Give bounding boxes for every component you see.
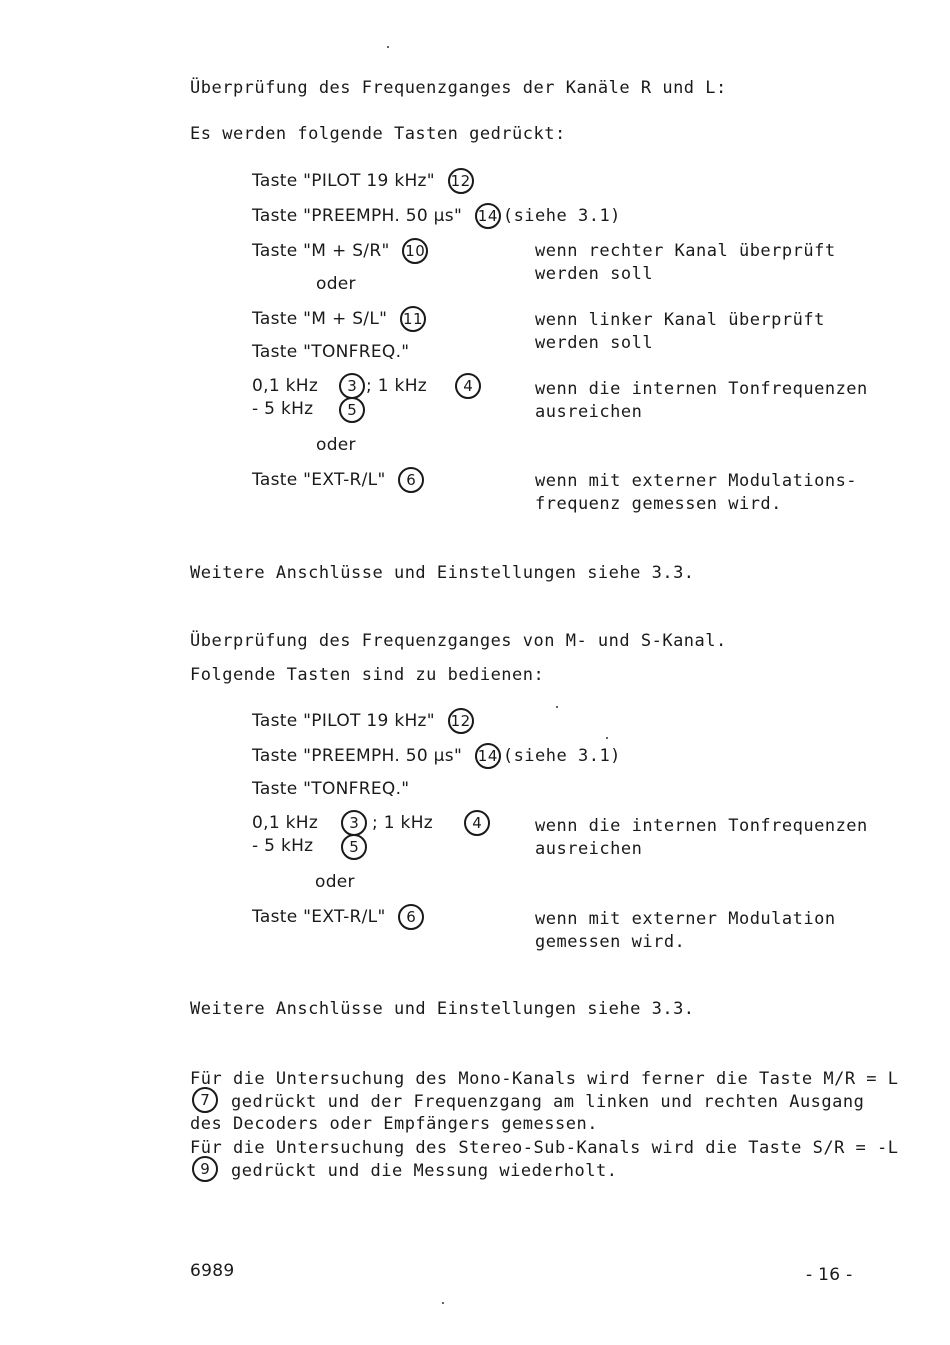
key-pilot-label: Taste "PILOT 19 kHz" [252,711,435,731]
scan-speck [442,1302,444,1304]
condition-external-line2: gemessen wird. [535,932,686,952]
freq-5-khz: - 5 kHz [252,836,314,856]
key-tonfreq-label: Taste "TONFREQ." [252,779,410,799]
key-ms-r-label: Taste "M + S/R" [252,241,390,261]
key-ext-row [252,904,426,930]
freq-1-khz: ; 1 kHz [366,376,428,396]
mono-paragraph-line3: des Decoders oder Empfängers gemessen. [190,1114,598,1134]
key-number-circle: 10 [402,238,428,264]
condition-internal-line2: ausreichen [535,839,643,859]
key-number-circle: 6 [398,904,424,930]
stereo-paragraph-line2: gedrückt und die Messung wiederholt. [231,1161,618,1181]
intro-text-1: Es werden folgende Tasten gedrückt: [190,124,566,144]
key-number-circle: 6 [398,467,424,493]
reference-note: (siehe 3.1) [502,746,621,766]
key-ext-label: Taste "EXT-R/L" [252,907,386,927]
key-number-circle: 12 [448,708,474,734]
oder-label: oder [316,435,356,455]
reference-note: (siehe 3.1) [502,206,621,226]
stereo-paragraph-line1: Für die Untersuchung des Stereo-Sub-Kanals wird die Taste S/R = -L [190,1138,899,1158]
condition-right-line1: wenn rechter Kanal überprüft [535,241,836,261]
key-ext-label: Taste "EXT-R/L" [252,470,386,490]
mono-paragraph-line1: Für die Untersuchung des Mono-Kanals wird ferner die Taste M/R = L [190,1069,899,1089]
oder-label: oder [315,872,355,892]
key-number-circle: 3 [341,810,367,836]
key-preemph-row [252,743,621,769]
key-pilot-row [252,168,476,194]
key-tonfreq-label: Taste "TONFREQ." [252,342,410,362]
condition-external-line1: wenn mit externer Modulations- [535,471,858,491]
key-ext-row [252,467,426,493]
freq-1-khz: ; 1 kHz [372,813,434,833]
condition-internal-line2: ausreichen [535,402,643,422]
key-number-circle: 12 [448,168,474,194]
key-ms-l-label: Taste "M + S/L" [252,309,388,329]
key-number-circle: 14 [475,743,501,769]
key-pilot-row [252,708,476,734]
key-number-circle: 5 [341,834,367,860]
key-ms-l-row [252,306,428,332]
intro-text-2: Folgende Tasten sind zu bedienen: [190,665,545,685]
key-number-circle: 4 [464,810,490,836]
heading-channels-r-l: Überprüfung des Frequenzganges der Kanäle R und L: [190,78,727,98]
scan-speck [387,46,389,48]
scan-speck [606,737,608,739]
further-settings-2: Weitere Anschlüsse und Einstellungen siehe 3.3. [190,999,695,1019]
oder-label: oder [316,274,356,294]
condition-left-line1: wenn linker Kanal überprüft [535,310,825,330]
condition-internal-line1: wenn die internen Tonfrequenzen [535,379,868,399]
key-number-circle: 7 [192,1087,218,1113]
scan-speck [556,706,558,708]
heading-channels-m-s: Überprüfung des Frequenzganges von M- und S-Kanal. [190,631,727,651]
key-number-circle: 5 [339,397,365,423]
mono-paragraph-line2: gedrückt und der Frequenzgang am linken und rechten Ausgang [231,1092,865,1112]
key-number-circle: 3 [339,373,365,399]
key-number-circle: 4 [455,373,481,399]
key-number-circle: 11 [400,306,426,332]
freq-5-khz: - 5 kHz [252,399,314,419]
key-pilot-label: Taste "PILOT 19 kHz" [252,171,435,191]
key-number-circle: 9 [192,1156,218,1182]
key-number-circle: 14 [475,203,501,229]
freq-0-1-khz: 0,1 kHz [252,376,319,396]
condition-external-line1: wenn mit externer Modulation [535,909,836,929]
key-preemph-label: Taste "PREEMPH. 50 µs" [252,746,463,766]
key-preemph-label: Taste "PREEMPH. 50 µs" [252,206,463,226]
further-settings-1: Weitere Anschlüsse und Einstellungen siehe 3.3. [190,563,695,583]
condition-left-line2: werden soll [535,333,654,353]
condition-external-line2: frequenz gemessen wird. [535,494,782,514]
condition-internal-line1: wenn die internen Tonfrequenzen [535,816,868,836]
page-number: - 16 - [806,1265,853,1285]
key-ms-r-row [252,238,430,264]
condition-right-line2: werden soll [535,264,654,284]
document-number: 6989 [190,1261,235,1281]
freq-0-1-khz: 0,1 kHz [252,813,319,833]
key-preemph-row [252,203,621,229]
